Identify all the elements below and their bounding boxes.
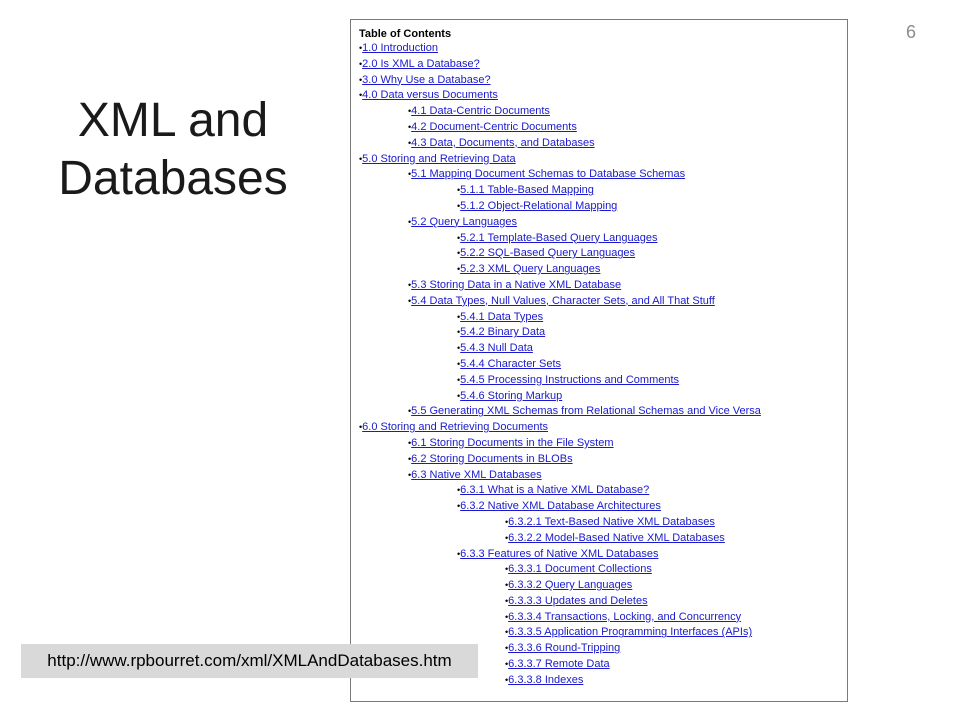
toc-link[interactable]: 6.3.3.7 Remote Data [508, 658, 610, 671]
bullet-icon: • [505, 611, 509, 622]
bullet-icon: • [457, 327, 461, 338]
toc-link[interactable]: 2.0 Is XML a Database? [362, 57, 480, 70]
toc-list-item [351, 262, 847, 278]
bullet-icon: • [408, 279, 412, 290]
toc-link[interactable]: 5.2.2 SQL-Based Query Languages [460, 247, 636, 260]
slide-title-line1: XML and [77, 94, 269, 147]
bullet-icon: • [505, 674, 509, 685]
bullet-icon: • [457, 374, 461, 385]
toc-list-item [351, 310, 847, 326]
toc-list-item [351, 325, 847, 341]
slide-title-line2: Databases [58, 152, 288, 205]
toc-link[interactable]: 1.0 Introduction [362, 42, 438, 54]
bullet-icon: • [408, 437, 412, 448]
toc-list-item [351, 152, 847, 168]
toc-list-item [351, 547, 847, 563]
toc-list-item [351, 373, 847, 389]
toc-link[interactable]: 6.3.2 Native XML Database Architectures [460, 500, 661, 513]
bullet-icon: • [505, 627, 509, 638]
bullet-icon: • [457, 311, 461, 322]
bullet-icon: • [457, 200, 461, 211]
bullet-icon: • [457, 548, 461, 559]
toc-list-item [351, 294, 847, 310]
toc-link[interactable]: 4.2 Document-Centric Documents [411, 120, 577, 133]
toc-list-item [351, 199, 847, 215]
toc-list-item [351, 215, 847, 231]
toc-list-item [351, 468, 847, 484]
toc-link[interactable]: 6.3.3.6 Round-Tripping [508, 642, 621, 655]
toc-list-item [351, 562, 847, 578]
toc-list-item [351, 341, 847, 357]
bullet-icon: • [457, 185, 461, 196]
toc-link[interactable]: 4.3 Data, Documents, and Databases [411, 136, 595, 149]
toc-link[interactable]: 4.0 Data versus Documents [362, 89, 498, 102]
toc-link[interactable]: 5.2 Query Languages [411, 215, 517, 228]
toc-link[interactable]: 5.3 Storing Data in a Native XML Database [411, 278, 622, 291]
bullet-icon: • [457, 248, 461, 259]
toc-list-item [351, 625, 847, 641]
table-of-contents-panel [350, 19, 848, 702]
toc-list-item [351, 246, 847, 262]
toc-list-item [351, 104, 847, 120]
toc-link[interactable]: 5.0 Storing and Retrieving Data [362, 152, 516, 165]
bullet-icon: • [505, 643, 509, 654]
toc-link[interactable]: 5.5 Generating XML Schemas from Relational Schemas and Vice Versa [411, 405, 761, 418]
bullet-icon: • [408, 453, 412, 464]
toc-list-item [351, 594, 847, 610]
bullet-icon: • [408, 169, 412, 180]
toc-list-item [351, 120, 847, 136]
bullet-icon: • [408, 295, 412, 306]
toc-list-item [351, 389, 847, 405]
page-number: 6 [906, 22, 917, 42]
toc-link[interactable]: 6.3 Native XML Databases [411, 468, 542, 481]
toc-link[interactable]: 5.4.4 Character Sets [460, 357, 562, 370]
toc-link[interactable]: 6.3.3.4 Transactions, Locking, and Concurrency [508, 610, 742, 623]
bullet-icon: • [505, 580, 509, 591]
bullet-icon: • [408, 406, 412, 417]
toc-link[interactable]: 5.1.1 Table-Based Mapping [460, 184, 594, 197]
bullet-icon: • [505, 532, 509, 543]
bullet-icon: • [457, 343, 461, 354]
bullet-icon: • [457, 232, 461, 243]
toc-link[interactable]: 4.1 Data-Centric Documents [411, 105, 550, 118]
toc-list-item [351, 73, 847, 89]
bullet-icon: • [359, 422, 363, 433]
toc-link[interactable]: 3.0 Why Use a Database? [362, 73, 491, 86]
bullet-icon: • [359, 43, 363, 53]
bullet-icon: • [505, 516, 509, 527]
toc-list-item [351, 436, 847, 452]
toc-link[interactable]: 5.2.3 XML Query Languages [460, 263, 601, 276]
toc-list-item [351, 483, 847, 499]
toc-list-item [351, 531, 847, 547]
toc-link[interactable]: 5.4.1 Data Types [460, 310, 544, 323]
toc-list-item [351, 404, 847, 420]
toc-list-item [351, 41, 847, 57]
toc-list [351, 41, 847, 689]
bullet-icon: • [359, 90, 363, 101]
bullet-icon: • [457, 485, 461, 496]
bullet-icon: • [457, 390, 461, 401]
toc-link[interactable]: 6.3.3.2 Query Languages [508, 579, 633, 592]
bullet-icon: • [505, 659, 509, 670]
bullet-icon: • [408, 216, 412, 227]
slide-title [38, 92, 308, 208]
toc-link[interactable]: 6.3.3.8 Indexes [508, 673, 584, 686]
toc-link[interactable]: 5.1 Mapping Document Schemas to Database Schemas [411, 168, 686, 181]
toc-list-item [351, 57, 847, 73]
toc-list-item [351, 452, 847, 468]
toc-link[interactable]: 5.1.2 Object-Relational Mapping [460, 199, 618, 212]
bullet-icon: • [408, 469, 412, 480]
bullet-icon: • [408, 121, 412, 132]
toc-link[interactable]: 6.0 Storing and Retrieving Documents [362, 421, 549, 434]
toc-link[interactable]: 6.3.3 Features of Native XML Databases [460, 547, 659, 560]
toc-link[interactable]: 6.3.3.3 Updates and Deletes [508, 594, 648, 607]
bullet-icon: • [359, 58, 363, 69]
bullet-icon: • [359, 74, 363, 85]
bullet-icon: • [457, 501, 461, 512]
toc-list-item [351, 499, 847, 515]
toc-list-item [351, 515, 847, 531]
toc-link[interactable]: 6.3.1 What is a Native XML Database? [460, 484, 650, 497]
bullet-icon: • [505, 595, 509, 606]
toc-list-item [351, 88, 847, 104]
toc-list-item [351, 167, 847, 183]
bullet-icon: • [408, 106, 412, 117]
toc-link[interactable]: 6.1 Storing Documents in the File System [411, 436, 614, 449]
toc-link[interactable]: 5.4.6 Storing Markup [460, 389, 563, 402]
toc-list-item [351, 578, 847, 594]
toc-link[interactable]: 5.2.1 Template-Based Query Languages [460, 231, 658, 244]
toc-list-item [351, 420, 847, 436]
source-url: http://www.rpbourret.com/xml/XMLAndDatabases.htm [21, 644, 478, 678]
toc-heading: Table of Contents [359, 28, 452, 40]
toc-link[interactable]: 6.3.3.1 Document Collections [508, 563, 652, 576]
bullet-icon: • [457, 358, 461, 369]
bullet-icon: • [457, 264, 461, 275]
toc-link[interactable]: 5.4.5 Processing Instructions and Comments [460, 373, 680, 386]
toc-list-item [351, 136, 847, 152]
toc-link[interactable]: 5.4.3 Null Data [460, 342, 533, 355]
toc-link[interactable]: 6.3.2.1 Text-Based Native XML Databases [508, 515, 715, 528]
toc-link[interactable]: 5.4.2 Binary Data [460, 326, 546, 339]
toc-list-item [351, 610, 847, 626]
toc-list-item [351, 231, 847, 247]
bullet-icon: • [505, 564, 509, 575]
toc-link[interactable]: 6.2 Storing Documents in BLOBs [411, 452, 573, 465]
bullet-icon: • [408, 137, 412, 148]
bullet-icon: • [359, 153, 363, 164]
toc-link[interactable]: 5.4 Data Types, Null Values, Character Sets, and All That Stuff [411, 294, 715, 307]
toc-list-item [351, 183, 847, 199]
toc-link[interactable]: 6.3.2.2 Model-Based Native XML Databases [508, 531, 725, 544]
toc-list-item [351, 278, 847, 294]
toc-list-item [351, 357, 847, 373]
toc-link[interactable]: 6.3.3.5 Application Programming Interfaces (APIs) [508, 626, 753, 639]
